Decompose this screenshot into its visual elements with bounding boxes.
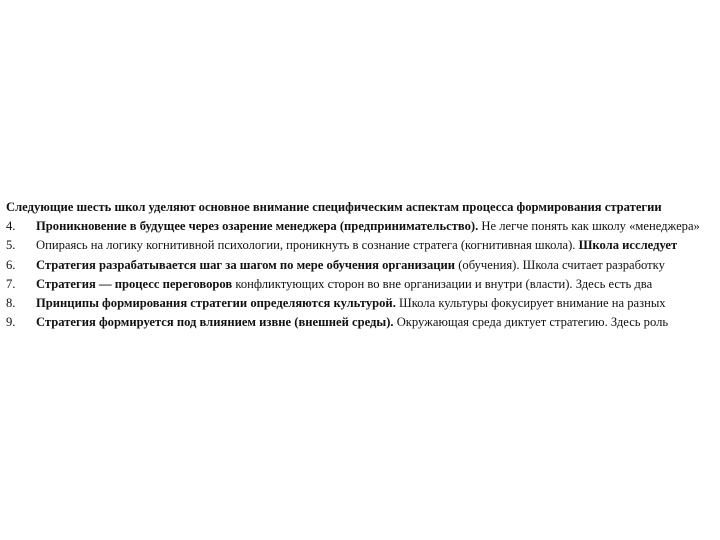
item-number: 6.	[6, 257, 16, 272]
item-bold-text: Стратегия формируется под влиянием извне (внешней среды).	[36, 315, 394, 330]
item-text: Не легче понять как школу «менеджера»	[478, 219, 700, 233]
list-item	[6, 275, 720, 294]
item-number: 9.	[6, 315, 16, 330]
intro-line: Следующие шесть школ уделяют основное внимание специфическим аспектам процесса формирования стратегии	[6, 200, 662, 214]
item-number: 7.	[6, 276, 16, 291]
item-text: Окружающая среда диктует стратегию. Здесь роль	[393, 315, 669, 330]
item-number: 5.	[6, 238, 16, 253]
list-item	[6, 294, 720, 313]
text-block	[6, 198, 720, 333]
item-number: 8.	[6, 296, 16, 311]
list-item	[6, 217, 720, 236]
item-bold-text: Проникновение в будущее через озарение менеджера (предпринимательство).	[36, 219, 479, 233]
list-item	[6, 313, 720, 332]
item-bold-text: Принципы формирования стратегии определяются культурой.	[36, 296, 396, 311]
item-bold-text: Стратегия — процесс переговоров	[36, 276, 233, 291]
item-text: Школа культуры фокусирует внимание на разных	[395, 296, 666, 311]
item-bold-text: Стратегия разрабатывается шаг за шагом по мере обучения организации	[36, 257, 456, 272]
item-text: Опираясь на логику когнитивной психологии, проникнуть в сознание стратега (когнитивная школа).	[36, 238, 576, 253]
list-item	[6, 256, 720, 275]
item-text: конфликтующих сторон во вне организации и внутри (власти). Здесь есть два	[232, 276, 653, 291]
item-text: (обучения). Школа считает разработку	[455, 257, 665, 272]
item-bold-tail: Школа исследует	[575, 238, 678, 253]
item-number: 4.	[6, 219, 16, 233]
list-item	[6, 236, 720, 255]
